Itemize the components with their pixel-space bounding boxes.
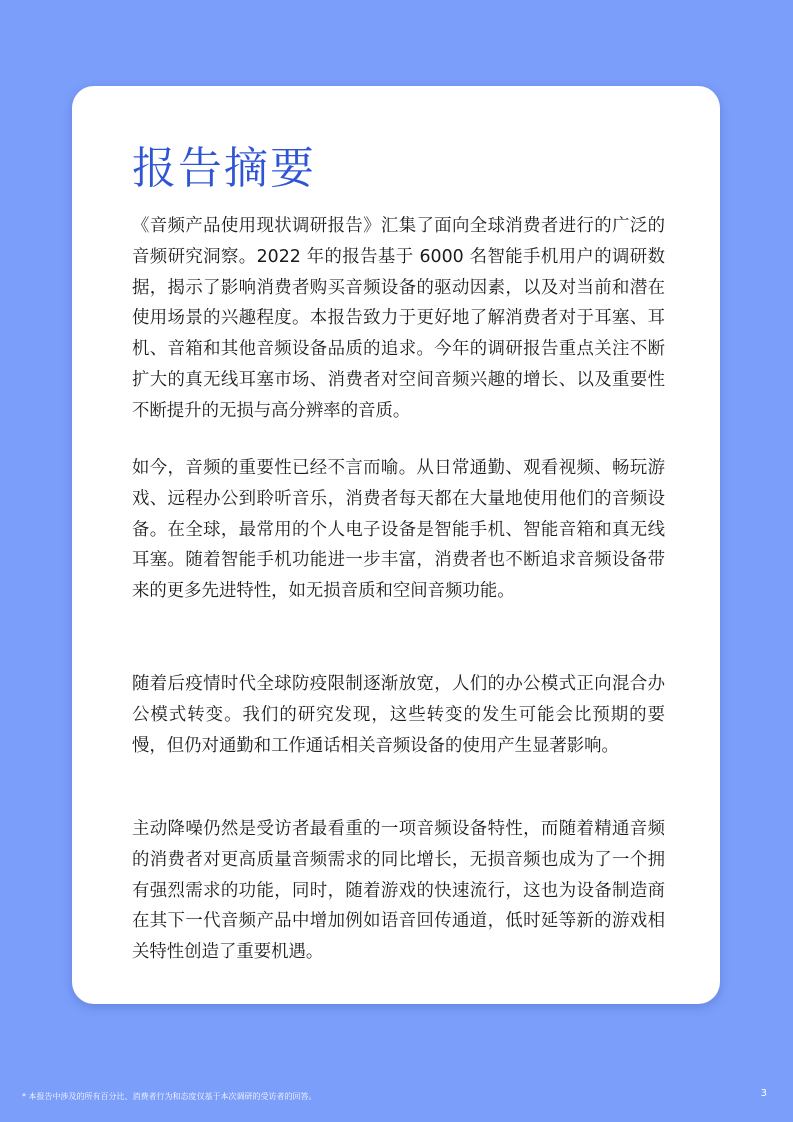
summary-paragraph-1: 《音频产品使用现状调研报告》汇集了面向全球消费者进行的广泛的音频研究洞察。2022 年的报告基于 6000 名智能手机用户的调研数据，揭示了影响消费者购买音频设备的驱动因素，以及对当前和潜在使用场景的兴趣程度。本报告致力于更好地了解消费者对于耳塞、耳机、音箱和其他音频设备品质的追求。今年的调研报告重点关注不断扩大的真无线耳塞市场、消费者对空间音频兴趣的增长、以及重要性不断提升的无损与高分辨率的音质。 (132, 216, 665, 421)
content-card (72, 86, 720, 1004)
summary-paragraph-3: 随着后疫情时代全球防疫限制逐渐放宽，人们的办公模式正向混合办公模式转变。我们的研究发现，这些转变的发生可能会比预期的要慢，但仍对通勤和工作通话相关音频设备的使用产生显著影响。 (132, 674, 665, 756)
page-title: 报告摘要 (132, 143, 316, 194)
page-number: 3 (760, 1088, 767, 1099)
footnote: * 本报告中涉及的所有百分比、消费者行为和态度仅基于本次调研的受访者的回答。 (22, 1092, 317, 1101)
summary-paragraph-2: 如今，音频的重要性已经不言而喻。从日常通勤、观看视频、畅玩游戏、远程办公到聆听音乐，消费者每天都在大量地使用他们的音频设备。在全球，最常用的个人电子设备是智能手机、智能音箱和真无线耳塞。随着智能手机功能进一步丰富，消费者也不断追求音频设备带来的更多先进特性，如无损音质和空间音频功能。 (132, 458, 665, 602)
summary-paragraph-4: 主动降噪仍然是受访者最看重的一项音频设备特性，而随着精通音频的消费者对更高质量音频需求的同比增长，无损音频也成为了一个拥有强烈需求的功能，同时，随着游戏的快速流行，这也为设备制造商在其下一代音频产品中增加例如语音回传通道，低时延等新的游戏相关特性创造了重要机遇。 (132, 819, 665, 963)
